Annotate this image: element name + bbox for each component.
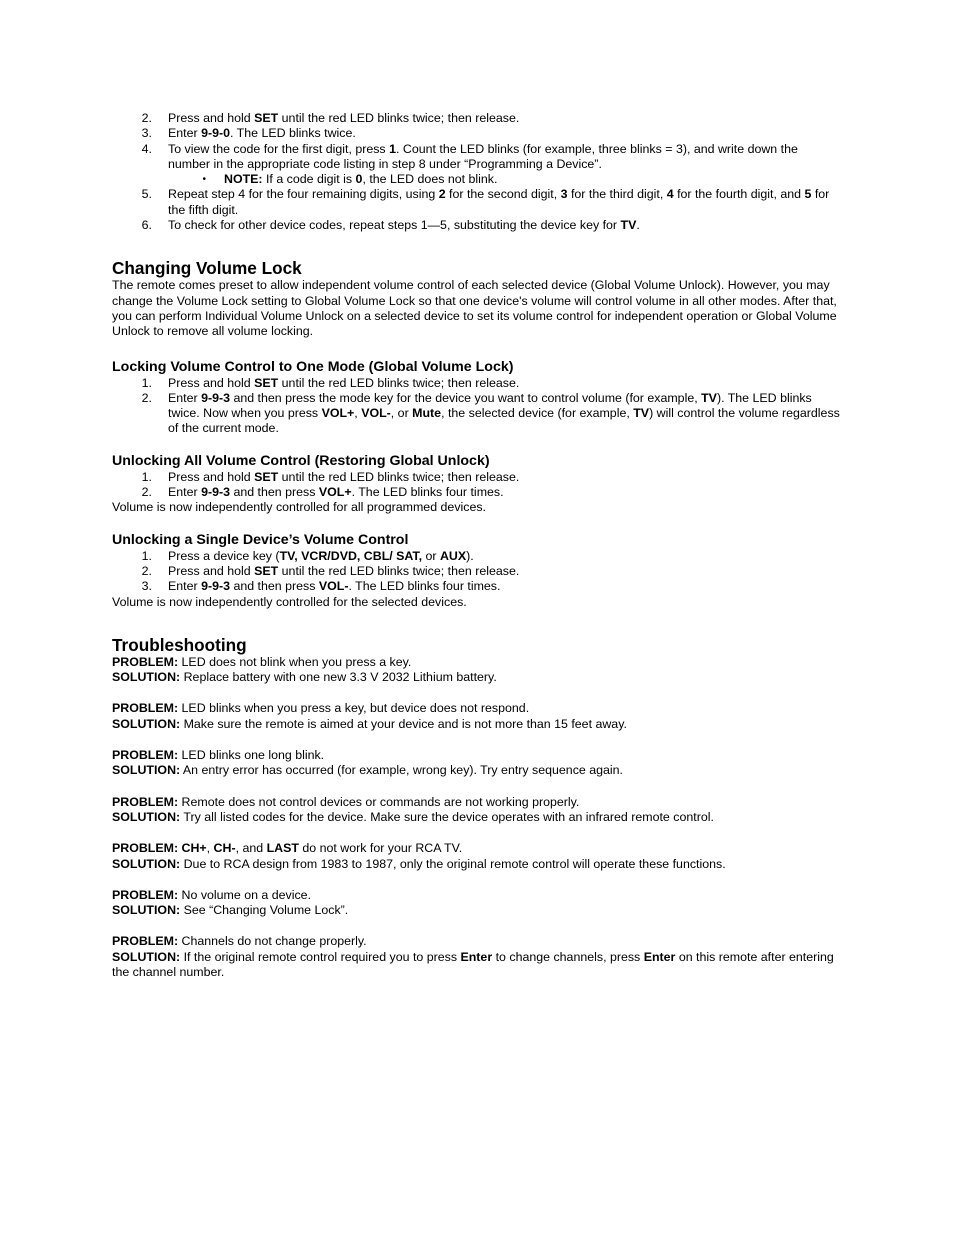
document-page [112, 111, 842, 980]
solution-line: SOLUTION: Try all listed codes for the device. Make sure the device operates with an infrared remote control. [112, 809, 714, 824]
problem-line: PROBLEM: Channels do not change properly. [112, 934, 367, 949]
step-text: Press and hold SET until the red LED blinks twice; then release. [168, 563, 520, 578]
step-item [112, 111, 842, 126]
step-item [112, 142, 842, 173]
problem-line: PROBLEM: LED blinks one long blink. [112, 748, 325, 763]
bold-text: 9-9-3 [201, 390, 230, 405]
step-text: To check for other device codes, repeat steps 1—5, substituting the device key for TV. [168, 218, 640, 233]
subheading-unlocking-single: Unlocking a Single Device’s Volume Control [112, 531, 409, 548]
bold-text: VOL+ [321, 406, 355, 421]
step-text: Press and hold SET until the red LED blinks twice; then release. [168, 469, 520, 484]
troubleshooting-list [112, 655, 842, 980]
bold-text: 9-9-3 [201, 485, 230, 500]
step-number: 3. [141, 126, 152, 141]
bold-text: 4 [666, 187, 674, 202]
bullet-marker: • [202, 174, 206, 186]
step-item [112, 126, 842, 141]
bold-text: AUX [439, 548, 467, 563]
step-item [112, 391, 842, 437]
solution-line: SOLUTION: Due to RCA design from 1983 to 1987, only the original remote control will operate these functions. [112, 856, 726, 871]
section-heading-troubleshooting: Troubleshooting [112, 634, 247, 655]
step-text: To view the code for the first digit, press 1. Count the LED blinks (for example, three blinks = 3), and write down the number in the appropriate code listing in step 8 under “Programming a Device”. [168, 141, 798, 171]
problem-line: PROBLEM: Remote does not control devices or commands are not working properly. [112, 794, 580, 809]
bold-text: SOLUTION: [112, 809, 181, 824]
step-number: 3. [141, 579, 152, 594]
bold-text: SOLUTION: [112, 903, 181, 918]
step-number: 1. [141, 375, 152, 390]
bold-text: SET [254, 563, 279, 578]
bold-text: 0 [355, 172, 363, 187]
step-number: 5. [141, 187, 152, 202]
step-item [112, 564, 842, 579]
solution-line: SOLUTION: Make sure the remote is aimed at your device and is not more than 15 feet away. [112, 716, 627, 731]
bold-text: TV [633, 406, 650, 421]
problem-line: PROBLEM: LED blinks when you press a key, but device does not respond. [112, 701, 530, 716]
section-heading-volume-lock: Changing Volume Lock [112, 258, 302, 279]
bold-text: Enter [643, 949, 676, 964]
step-item [112, 485, 842, 500]
step-number: 2. [141, 563, 152, 578]
bold-text: SET [254, 375, 279, 390]
problem-line: PROBLEM: No volume on a device. [112, 887, 312, 902]
step-number: 6. [141, 218, 152, 233]
unlocking-all-after: Volume is now independently controlled for all programmed devices. [112, 500, 486, 515]
steps-top-list-2 [112, 187, 842, 233]
step-number: 1. [141, 469, 152, 484]
bold-text: 5 [804, 187, 812, 202]
bold-text: PROBLEM: [112, 748, 179, 763]
step-text: Press and hold SET until the red LED blinks twice; then release. [168, 375, 520, 390]
locking-steps-list [112, 376, 842, 437]
step-text: Enter 9-9-3 and then press the mode key for the device you want to control volume (for example, TV). The LED blinks twice. Now when you press VOL+, VOL-, or Mute, the selected device (for example, TV) will control the volume regardless of the current mode. [168, 390, 840, 436]
bold-text: 2 [438, 187, 446, 202]
step-number: 2. [141, 111, 152, 125]
step-text: Enter 9-9-3 and then press VOL+. The LED blinks four times. [168, 485, 504, 500]
step-item [112, 579, 842, 594]
bold-text: PROBLEM: [112, 934, 179, 949]
note-bullet [112, 172, 842, 187]
bold-text: 9-9-3 [201, 579, 230, 594]
solution-line: SOLUTION: Replace battery with one new 3.3 V 2032 Lithium battery. [112, 670, 497, 685]
bold-text: SOLUTION: [112, 949, 181, 964]
step-text: Repeat step 4 for the four remaining digits, using 2 for the second digit, 3 for the third digit, 4 for the fourth digit, and 5 for the fifth digit. [168, 187, 830, 217]
bold-text: LAST [266, 841, 299, 856]
step-text: Enter 9-9-3 and then press VOL-. The LED blinks four times. [168, 579, 501, 594]
solution-line: SOLUTION: If the original remote control required you to press Enter to change channels, press Enter on this remote after entering the channel number. [112, 949, 834, 979]
bold-text: Mute [412, 406, 442, 421]
problem-line: PROBLEM: CH+, CH-, and LAST do not work for your RCA TV. [112, 841, 463, 856]
bold-text: VOL+ [318, 485, 352, 500]
bold-text: 3 [560, 187, 568, 202]
bold-text: VOL- [318, 579, 349, 594]
subheading-locking: Locking Volume Control to One Mode (Global Volume Lock) [112, 358, 514, 375]
step-item [112, 470, 842, 485]
bold-text: CH- [213, 841, 236, 856]
bold-text: SET [254, 111, 279, 125]
problem-line: PROBLEM: LED does not blink when you press a key. [112, 654, 412, 669]
bold-text: SOLUTION: [112, 670, 181, 685]
step-number: 4. [141, 141, 152, 156]
bold-text: PROBLEM: [112, 701, 179, 716]
step-item [112, 549, 842, 564]
step-text: Press a device key (TV, VCR/DVD, CBL/ SAT, or AUX). [168, 548, 474, 563]
bold-text: 1 [389, 141, 396, 156]
bold-text: PROBLEM: [112, 654, 179, 669]
unlocking-all-steps-list [112, 470, 842, 501]
bold-text: TV, VCR/DVD, CBL/ SAT, [279, 548, 423, 563]
bold-text: VOL- [361, 406, 391, 421]
volume-lock-intro: The remote comes preset to allow independent volume control of each selected device (Global Volume Unlock). However, you may change the Volume Lock setting to Global Volume Lock so that one device's volume will control volume in all other modes. After that, you can perform Individual Volume Unlock on a selected device to set its volume control for independent operation or Global Volume Unlock to remove all volume locking. [112, 278, 837, 339]
bold-text: SOLUTION: [112, 716, 181, 731]
subheading-unlocking-all: Unlocking All Volume Control (Restoring Global Unlock) [112, 452, 490, 469]
step-text: Enter 9-9-0. The LED blinks twice. [168, 126, 356, 141]
bold-text: SOLUTION: [112, 856, 181, 871]
unlocking-single-steps-list [112, 549, 842, 595]
solution-line: SOLUTION: See “Changing Volume Lock”. [112, 903, 349, 918]
note-text: NOTE: If a code digit is 0, the LED does not blink. [224, 172, 498, 187]
step-number: 2. [141, 485, 152, 500]
bold-text: TV [620, 218, 637, 233]
bold-text: PROBLEM: [112, 794, 179, 809]
step-item [112, 187, 842, 218]
unlocking-single-after: Volume is now independently controlled for the selected devices. [112, 594, 467, 609]
bold-text: 9-9-0 [201, 126, 230, 141]
bold-text: SOLUTION: [112, 763, 181, 778]
step-item [112, 376, 842, 391]
step-item [112, 218, 842, 233]
step-number: 2. [141, 390, 152, 405]
bold-text: PROBLEM: CH+ [112, 841, 207, 856]
bold-text: NOTE: [224, 172, 263, 187]
steps-top-list [112, 111, 842, 172]
bold-text: PROBLEM: [112, 887, 179, 902]
step-text: Press and hold SET until the red LED blinks twice; then release. [168, 111, 520, 125]
solution-line: SOLUTION: An entry error has occurred (for example, wrong key). Try entry sequence again. [112, 763, 623, 778]
bold-text: TV [701, 390, 717, 405]
bold-text: Enter [460, 949, 493, 964]
bold-text: SET [254, 469, 279, 484]
step-number: 1. [141, 548, 152, 563]
